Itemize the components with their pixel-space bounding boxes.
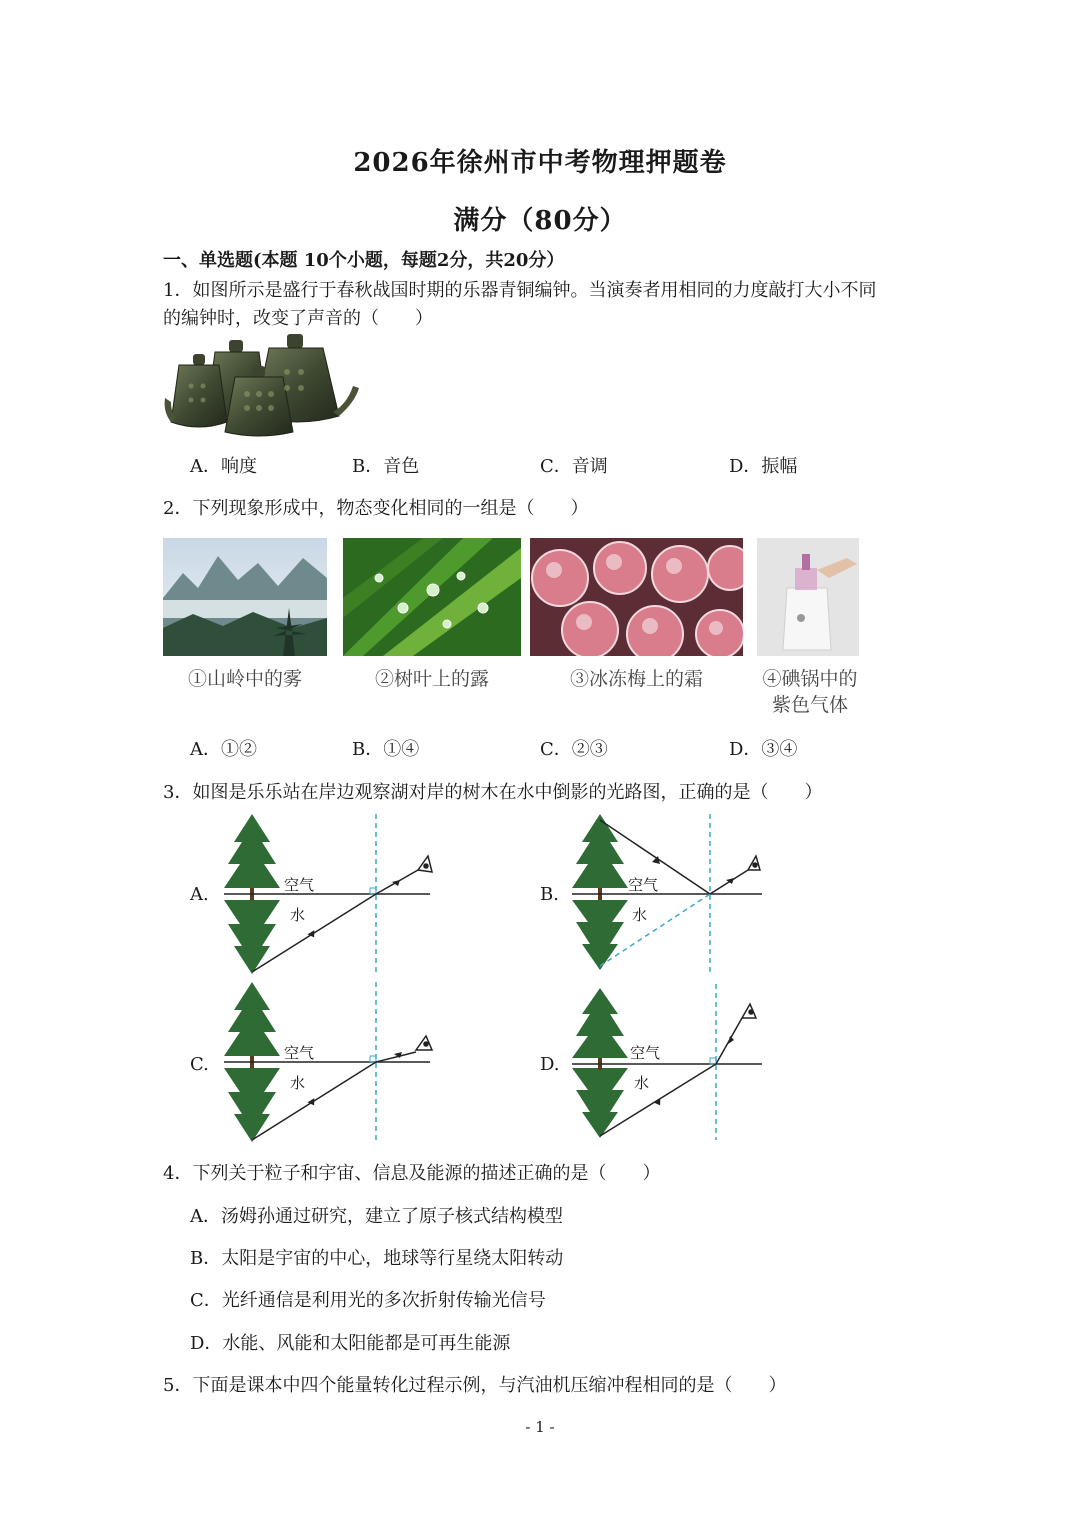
caption-frost: ③冰冻梅上的霜 — [569, 668, 703, 690]
eye-icon — [748, 856, 760, 870]
q4-option-c: C．光纤通信是利用光的多次折射传输光信号 — [190, 1290, 546, 1311]
diagram-b-water-label: 水 — [632, 906, 648, 924]
tree-icon — [572, 814, 628, 894]
diagram-b-letter: B. — [540, 884, 559, 905]
q1-text-line2: 的编钟时，改变了声音的（ ） — [163, 308, 433, 329]
tree-reflection-icon — [572, 1064, 628, 1138]
section-title: 一、单选题(本题 10个小题，每题2分，共20分） — [163, 250, 565, 271]
caption-dew: ②树叶上的露 — [374, 668, 489, 690]
q4-option-a: A．汤姆孙通过研究，建立了原子核式结构模型 — [190, 1206, 563, 1227]
eye-icon — [416, 1036, 432, 1050]
q4-option-b: B．太阳是宇宙的中心，地球等行星绕太阳转动 — [190, 1248, 564, 1269]
q1-option-c: C．音调 — [540, 456, 608, 477]
diagram-d-air-label: 空气 — [630, 1044, 661, 1062]
fog-mountain-image — [163, 538, 327, 656]
q2-option-a: A．①② — [190, 739, 257, 760]
q1-option-d: D．振幅 — [729, 456, 798, 477]
q5-text: 5．下面是课本中四个能量转化过程示例，与汽油机压缩冲程相同的是（ ） — [163, 1375, 787, 1396]
q2-option-c: C．②③ — [540, 739, 608, 760]
tree-reflection-icon — [224, 1062, 280, 1142]
q3-text: 3．如图是乐乐站在岸边观察湖对岸的树木在水中倒影的光路图，正确的是（ ） — [163, 782, 823, 803]
diagram-d-water-label: 水 — [634, 1074, 650, 1092]
diagram-c-letter: C. — [190, 1054, 209, 1075]
tree-reflection-icon — [224, 894, 280, 974]
diagram-c-water-label: 水 — [290, 1074, 306, 1092]
diagram-a-water-label: 水 — [290, 906, 306, 924]
bronze-bells-image — [163, 332, 363, 440]
eye-icon — [418, 856, 432, 872]
caption-fog: ①山岭中的雾 — [187, 668, 302, 690]
caption-iodine-line1: ④碘锅中的 — [762, 668, 858, 690]
q2-option-b: B．①④ — [352, 739, 420, 760]
diagram-c-air-label: 空气 — [284, 1044, 315, 1062]
diagram-a — [220, 812, 440, 978]
diagram-c — [220, 980, 440, 1146]
diagram-b-air-label: 空气 — [628, 876, 659, 894]
q2-option-d: D．③④ — [729, 739, 798, 760]
q1-option-b: B．音色 — [352, 456, 420, 477]
diagram-a-air-label: 空气 — [284, 876, 315, 894]
diagram-d-letter: D. — [540, 1054, 560, 1075]
q4-text: 4．下列关于粒子和宇宙、信息及能源的描述正确的是（ ） — [163, 1163, 661, 1184]
q1-option-a: A．响度 — [190, 456, 257, 477]
eye-icon — [742, 1004, 756, 1018]
diagram-d — [570, 980, 790, 1146]
page-subtitle: 满分（80分） — [453, 206, 627, 236]
caption-iodine-line2: 紫色气体 — [771, 694, 848, 716]
frost-plum-image — [530, 538, 743, 656]
diagram-b — [570, 812, 790, 978]
tree-icon — [224, 814, 280, 894]
tree-reflection-icon — [572, 894, 628, 970]
tree-icon — [224, 982, 280, 1062]
q2-text: 2．下列现象形成中，物态变化相同的一组是（ ） — [163, 498, 589, 519]
tree-icon — [572, 988, 628, 1064]
q4-option-d: D．水能、风能和太阳能都是可再生能源 — [190, 1333, 511, 1354]
diagram-a-letter: A. — [190, 884, 209, 905]
dew-leaf-image — [343, 538, 521, 656]
page-title: 2026年徐州市中考物理押题卷 — [353, 148, 727, 178]
iodine-pot-image — [757, 538, 859, 656]
q1-text-line1: 1．如图所示是盛行于春秋战国时期的乐器青铜编钟。当演奏者用相同的力度敲打大小不同 — [163, 280, 877, 301]
page-number: - 1 - — [525, 1418, 555, 1436]
